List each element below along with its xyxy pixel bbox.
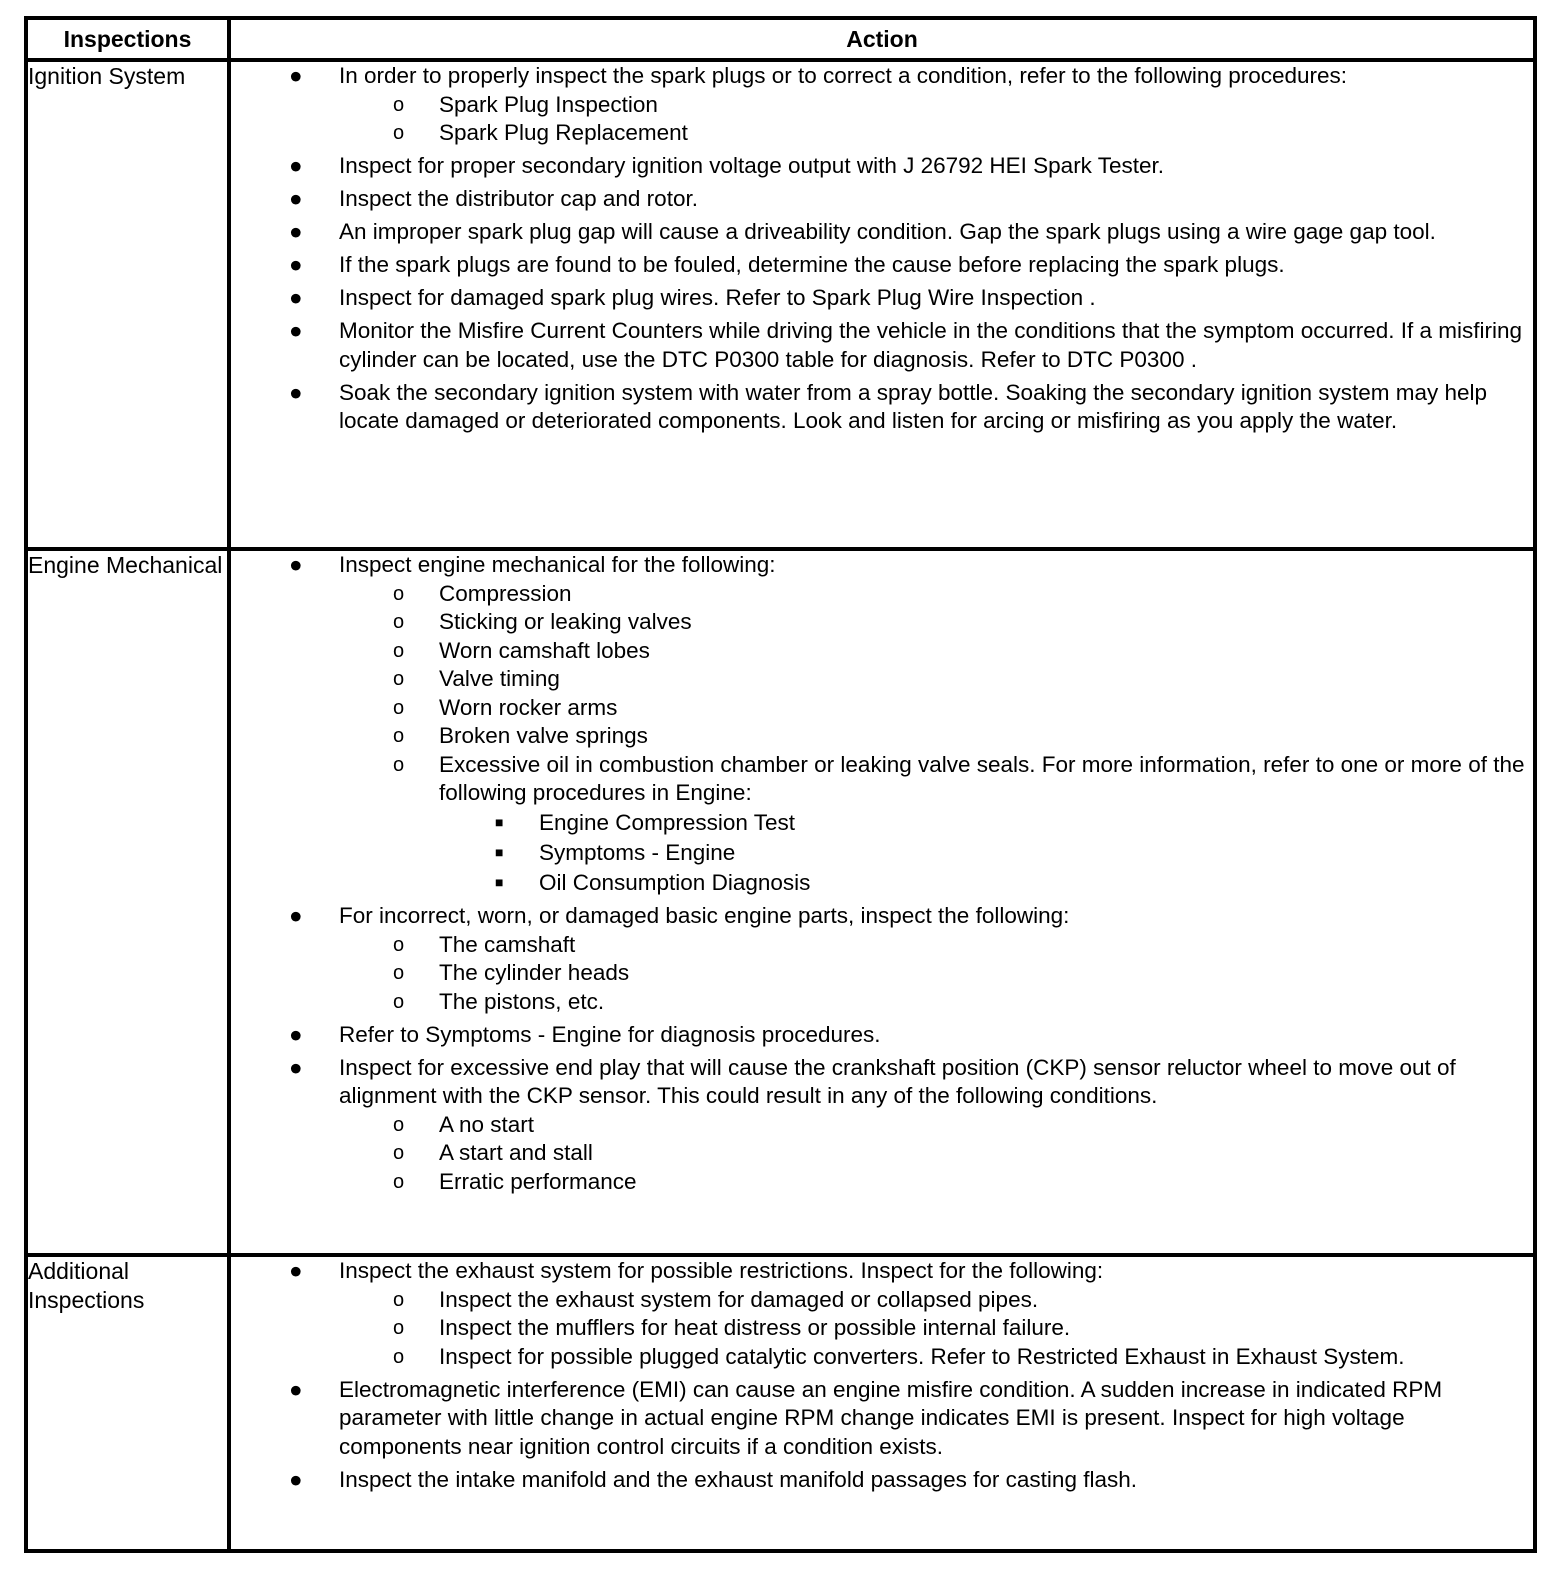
action-list (231, 62, 1533, 436)
action-item (231, 1466, 1533, 1495)
sub-item (239, 959, 1533, 988)
bullet-marker: ● (289, 153, 303, 178)
sub-list (339, 1286, 1533, 1372)
bullet-marker: ● (289, 1258, 303, 1283)
circle-marker: o (393, 933, 405, 956)
sub-text: Spark Plug Replacement (439, 120, 688, 145)
sub-item (239, 91, 1533, 120)
action-item (231, 251, 1533, 280)
action-item (231, 317, 1533, 374)
action-item (231, 1257, 1533, 1371)
sub-text: The pistons, etc. (439, 988, 605, 1014)
sub-item (239, 637, 1533, 666)
sub-text: Spark Plug Inspection (439, 91, 658, 117)
action-text: Inspect for excessive end play that will cause the crankshaft position (CKP) sensor reluctor wheel to move out of alignment with the CKP sensor. This could result in any of the following conditions. (339, 1054, 1456, 1108)
action-text: If the spark plugs are found to be fouled, determine the cause before replacing the spark plugs. (339, 252, 1285, 277)
action-item (231, 551, 1533, 898)
sub-item (239, 722, 1533, 751)
subsub-item (239, 868, 1533, 898)
bullet-marker: ● (289, 219, 303, 244)
sub-item (239, 931, 1533, 960)
bullet-marker: ● (289, 318, 303, 343)
action-list (231, 1257, 1533, 1494)
action-item (231, 1021, 1533, 1050)
sub-text: Sticking or leaking valves (439, 609, 692, 634)
circle-marker: o (393, 696, 405, 719)
action-item (231, 218, 1533, 247)
sub-text: Inspect the mufflers for heat distress or possible internal failure. (439, 1315, 1071, 1340)
circle-marker: o (393, 639, 405, 662)
subsub-text: Engine Compression Test (539, 809, 795, 835)
action-text: Inspect the distributor cap and rotor. (339, 186, 698, 211)
sub-text: Broken valve springs (439, 723, 648, 748)
action-list (231, 551, 1533, 1196)
sub-list (339, 931, 1533, 1017)
circle-marker: o (393, 668, 405, 690)
sub-list (339, 580, 1533, 898)
action-item (231, 185, 1533, 214)
sub-text: Inspect for possible plugged catalytic converters. Refer to Restricted Exhaust in Exhaust System. (439, 1343, 1405, 1369)
action-cell (229, 549, 1535, 1255)
bullet-marker: ● (289, 903, 303, 928)
circle-marker: o (393, 725, 405, 747)
action-text: Inspect for damaged spark plug wires. Refer to Spark Plug Wire Inspection . (339, 285, 1096, 310)
circle-marker: o (393, 122, 405, 144)
header-action: Action (229, 18, 1535, 60)
header-inspections: Inspections (26, 18, 229, 60)
square-marker: ■ (495, 813, 504, 830)
action-item (231, 379, 1533, 436)
sub-text: A start and stall (439, 1140, 593, 1165)
sub-text: Worn rocker arms (439, 694, 618, 720)
sub-text: Compression (439, 580, 572, 606)
sub-text: Worn camshaft lobes (439, 637, 650, 663)
circle-marker: o (393, 1113, 405, 1136)
bullet-marker: ● (289, 186, 303, 211)
action-text: Inspect the intake manifold and the exhaust manifold passages for casting flash. (339, 1466, 1137, 1492)
sub-item (239, 988, 1533, 1017)
bullet-marker: ● (289, 379, 303, 405)
action-text: Inspect engine mechanical for the following: (339, 552, 776, 577)
sub-item (239, 751, 1533, 898)
action-text: Electromagnetic interference (EMI) can cause an engine misfire condition. A sudden increase in indicated RPM parameter with little change in actual engine RPM change indicates EMI is present. Inspect for high voltage components near ignition control circuits if a condition exists. (339, 1376, 1443, 1459)
action-item (231, 152, 1533, 181)
action-text: Inspect for proper secondary ignition voltage output with J 26792 HEI Spark Tester. (339, 153, 1165, 178)
circle-marker: o (393, 93, 405, 116)
sub-item (239, 1286, 1533, 1315)
sub-list (339, 1111, 1533, 1197)
bullet-marker: ● (289, 552, 303, 577)
sub-item (239, 665, 1533, 694)
action-item (231, 1376, 1533, 1462)
circle-marker: o (393, 962, 405, 984)
circle-marker: o (393, 990, 405, 1013)
sub-item (239, 1111, 1533, 1140)
subsub-item (239, 808, 1533, 838)
subsub-list (239, 808, 1533, 898)
inspection-table (24, 16, 1537, 1553)
table-row (26, 60, 1535, 549)
sub-list (339, 91, 1533, 148)
subsub-item (239, 838, 1533, 868)
sub-item (239, 1168, 1533, 1197)
action-text: In order to properly inspect the spark plugs or to correct a condition, refer to the following procedures: (339, 63, 1348, 88)
subsub-text: Symptoms - Engine (539, 839, 736, 865)
inspection-label: Engine Mechanical (26, 549, 229, 1255)
circle-marker: o (393, 1345, 405, 1368)
action-text: Soak the secondary ignition system with water from a spray bottle. Soaking the secondary ignition system may help locate damaged or deteriorated components. Look and listen for arcing or misfiring as you apply the water. (339, 379, 1488, 433)
circle-marker: o (393, 611, 405, 633)
sub-item (239, 1139, 1533, 1168)
action-item (231, 1054, 1533, 1197)
sub-item (239, 580, 1533, 609)
bullet-marker: ● (289, 63, 303, 88)
bullet-marker: ● (289, 1054, 303, 1080)
sub-item (239, 119, 1533, 148)
action-item (231, 284, 1533, 313)
table-row (26, 1255, 1535, 1551)
sub-item (239, 694, 1533, 723)
circle-marker: o (393, 1317, 405, 1339)
circle-marker: o (393, 753, 405, 776)
action-text: For incorrect, worn, or damaged basic engine parts, inspect the following: (339, 903, 1070, 928)
subsub-text: Oil Consumption Diagnosis (539, 869, 811, 895)
bullet-marker: ● (289, 1376, 303, 1402)
circle-marker: o (393, 582, 405, 605)
action-text: Monitor the Misfire Current Counters while driving the vehicle in the conditions that the symptom occurred. If a misfiring cylinder can be located, use the DTC P0300 table for diagnosis. Refer to DTC P0300 . (339, 318, 1523, 372)
bullet-marker: ● (289, 252, 303, 277)
action-item (231, 902, 1533, 1016)
bullet-marker: ● (289, 1466, 303, 1492)
sub-item (239, 608, 1533, 637)
action-item (231, 62, 1533, 148)
circle-marker: o (393, 1142, 405, 1164)
sub-text: Erratic performance (439, 1168, 637, 1194)
action-cell (229, 60, 1535, 549)
sub-text: The camshaft (439, 931, 576, 957)
square-marker: ■ (495, 843, 504, 860)
action-cell (229, 1255, 1535, 1551)
square-marker: ■ (495, 873, 504, 890)
table-row (26, 549, 1535, 1255)
circle-marker: o (393, 1288, 405, 1311)
sub-item (239, 1343, 1533, 1372)
sub-text: A no start (439, 1111, 535, 1137)
bullet-marker: ● (289, 1021, 303, 1047)
inspection-label: Additional Inspections (26, 1255, 229, 1551)
table-header-row (26, 18, 1535, 60)
circle-marker: o (393, 1170, 405, 1193)
sub-item (239, 1314, 1533, 1343)
bullet-marker: ● (289, 285, 303, 310)
action-text: Refer to Symptoms - Engine for diagnosis procedures. (339, 1021, 881, 1047)
sub-text: Valve timing (439, 666, 560, 691)
action-text: An improper spark plug gap will cause a driveability condition. Gap the spark plugs using a wire gage gap tool. (339, 219, 1436, 244)
sub-text: Inspect the exhaust system for damaged or collapsed pipes. (439, 1286, 1039, 1312)
action-text: Inspect the exhaust system for possible restrictions. Inspect for the following: (339, 1258, 1104, 1283)
inspection-label: Ignition System (26, 60, 229, 549)
sub-text: The cylinder heads (439, 960, 630, 985)
sub-text: Excessive oil in combustion chamber or leaking valve seals. For more information, refer to one or more of the following procedures in Engine: (439, 751, 1525, 805)
